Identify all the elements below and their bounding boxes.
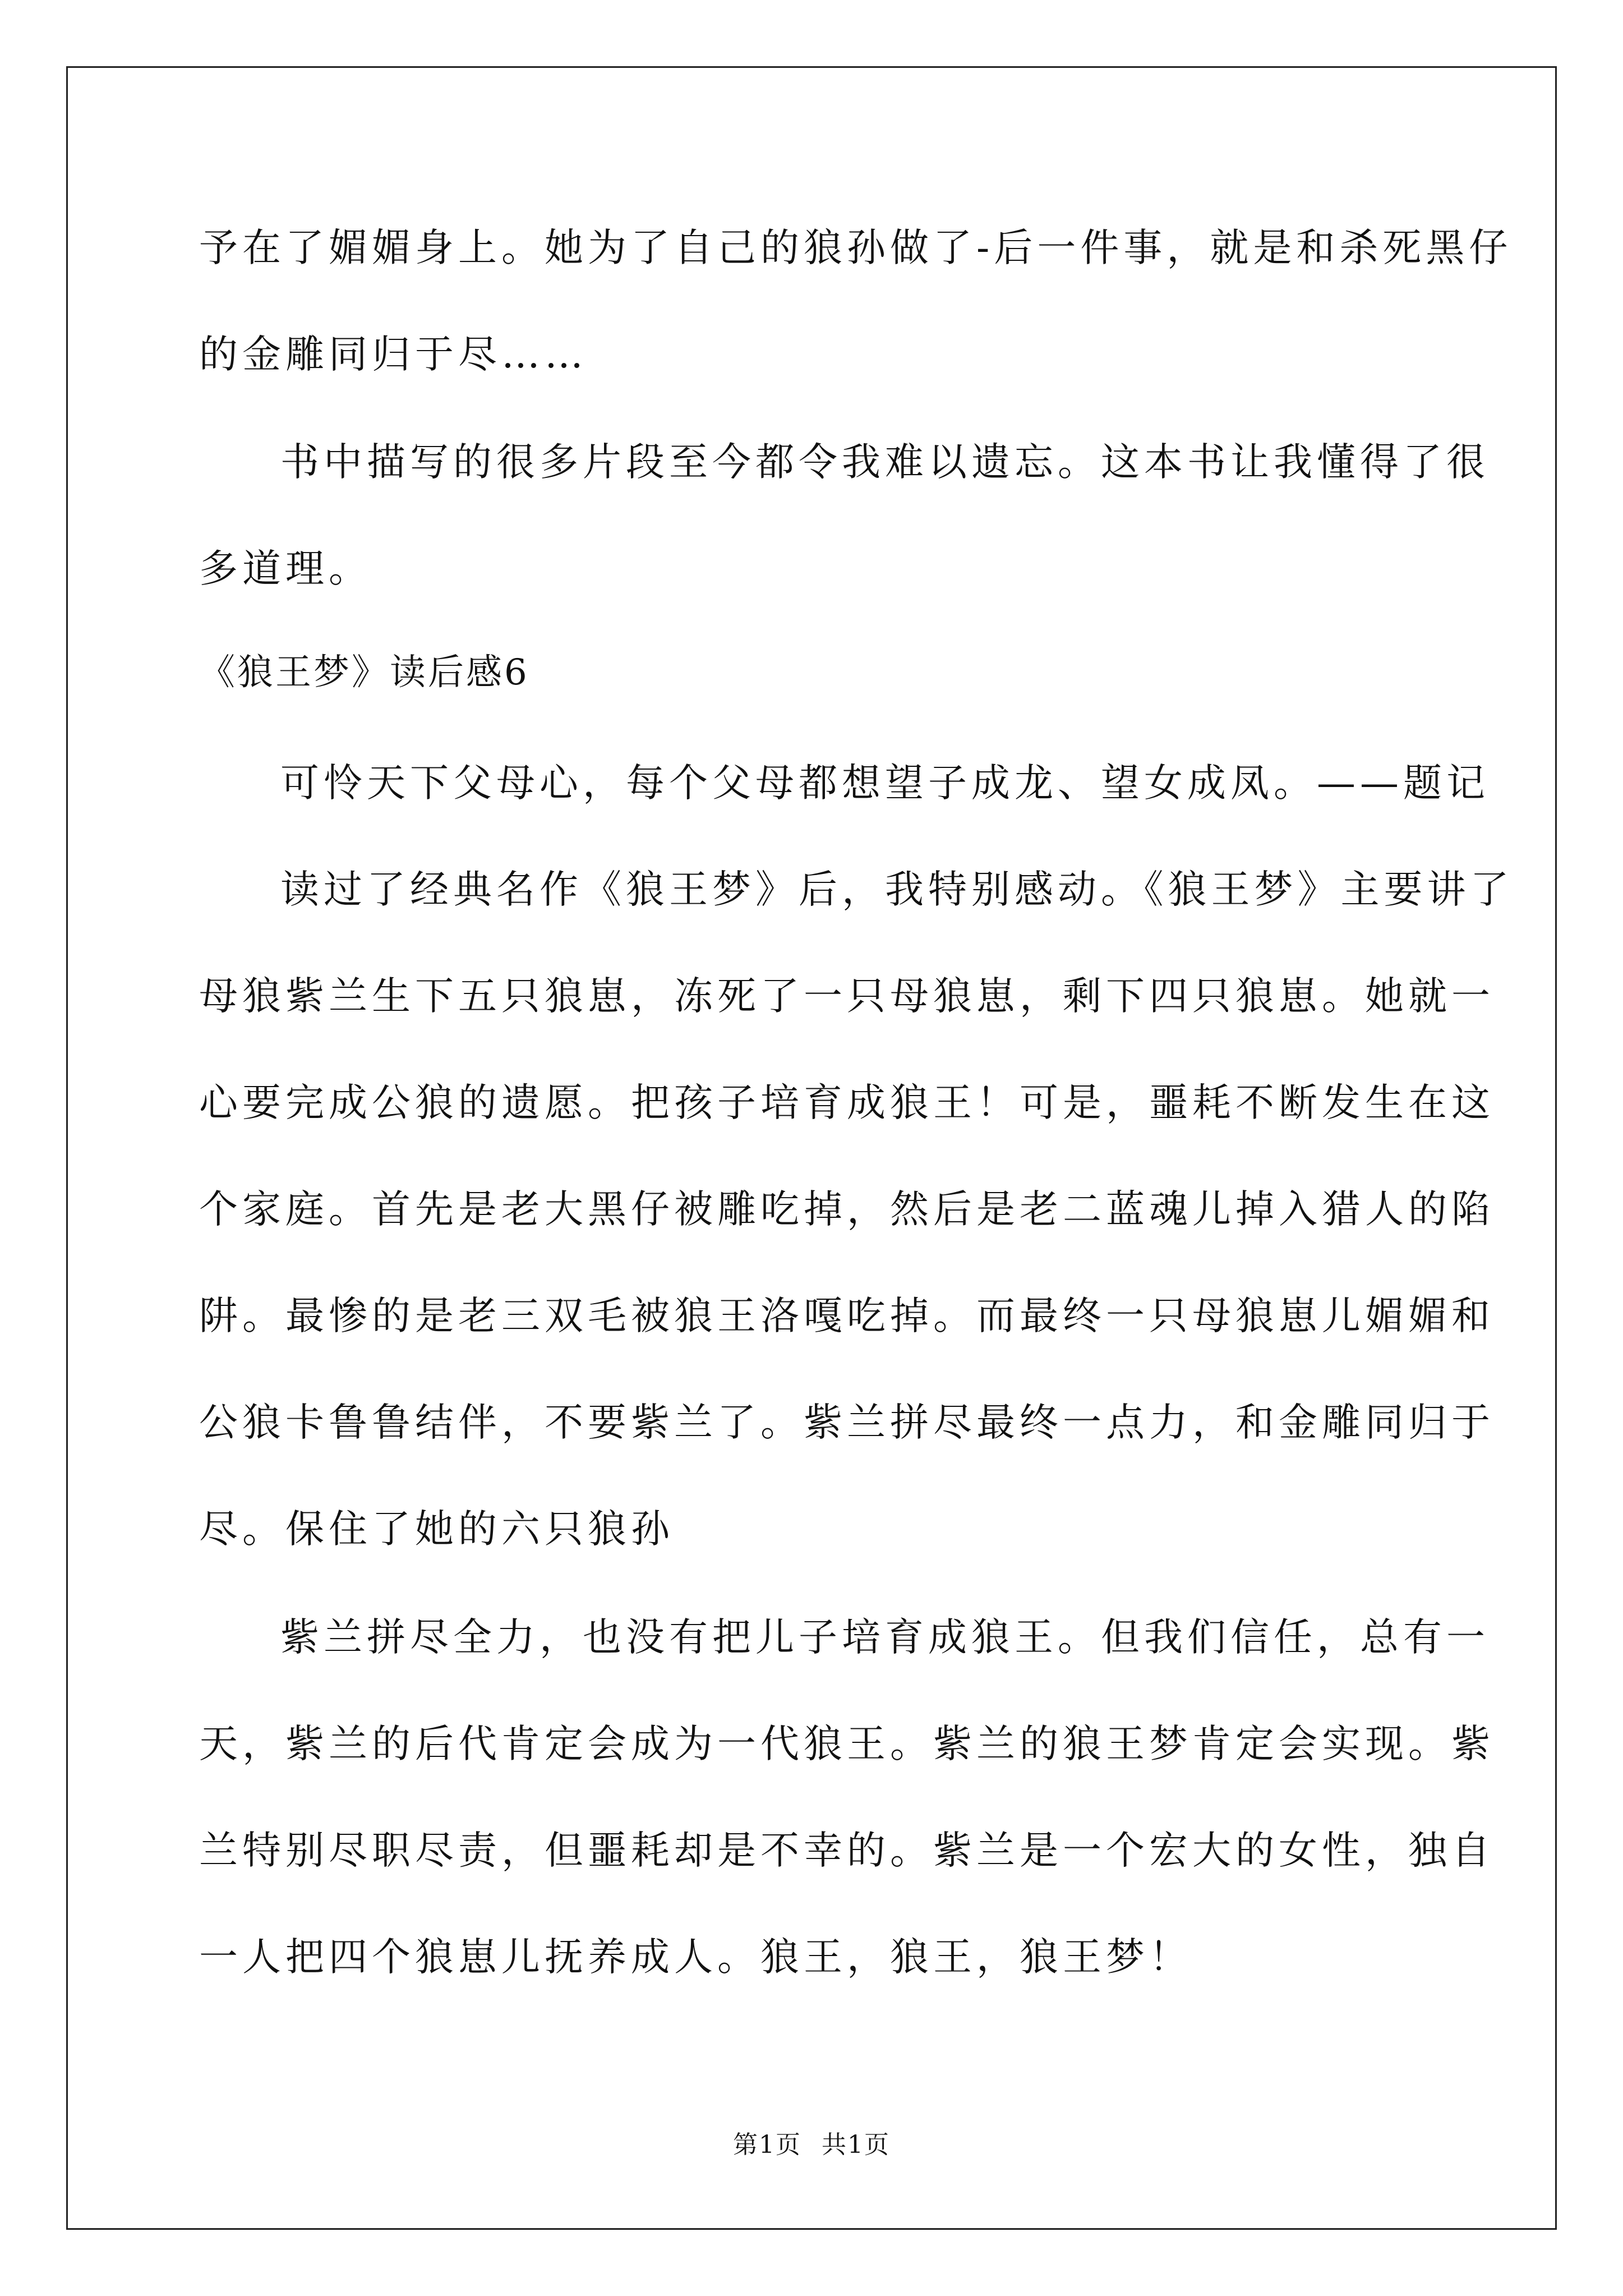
text-line: 公狼卡鲁鲁结伴，不要紫兰了。紫兰拼尽最终一点力，和金雕同归于	[199, 1400, 1495, 1445]
text-line: 个家庭。首先是老大黑仔被雕吃掉，然后是老二蓝魂儿掉入猎人的陷	[199, 1187, 1495, 1232]
text-line: 的金雕同归于尽……	[199, 332, 588, 377]
page-footer	[0, 2133, 1623, 2157]
text-line: 心要完成公狼的遗愿。把孩子培育成狼王！可是，噩耗不断发生在这	[199, 1080, 1495, 1125]
text-line: 天，紫兰的后代肯定会成为一代狼王。紫兰的狼王梦肯定会实现。紫	[199, 1722, 1495, 1766]
text-line: 多道理。	[199, 546, 372, 591]
text-line: 一人把四个狼崽儿抚养成人。狼王，狼王，狼王梦！	[199, 1935, 1192, 1980]
text-line: 可怜天下父母心，每个父母都想望子成龙、望女成凤。——题记	[280, 761, 1490, 806]
page-number: 第1页	[733, 2131, 801, 2159]
text-line: 紫兰拼尽全力，也没有把儿子培育成狼王。但我们信任，总有一	[280, 1615, 1490, 1660]
text-line: 阱。最惨的是老三双毛被狼王洛嘎吃掉。而最终一只母狼崽儿媚媚和	[199, 1294, 1495, 1338]
text-line: 书中描写的很多片段至今都令我难以遗忘。这本书让我懂得了很	[280, 440, 1490, 485]
text-line: 兰特别尽职尽责，但噩耗却是不幸的。紫兰是一个宏大的女性，独自	[199, 1828, 1495, 1873]
text-line: 予在了媚媚身上。她为了自己的狼孙做了-后一件事，就是和杀死黑仔	[199, 226, 1513, 270]
page-total: 共1页	[822, 2131, 890, 2159]
page-border	[66, 66, 1557, 2230]
text-line: 母狼紫兰生下五只狼崽，冻死了一只母狼崽，剩下四只狼崽。她就一	[199, 974, 1495, 1019]
text-line: 尽。保住了她的六只狼孙	[199, 1507, 674, 1552]
section-heading: 《狼王梦》读后感6	[199, 652, 529, 693]
text-line: 读过了经典名作《狼王梦》后，我特别感动。《狼王梦》主要讲了	[280, 867, 1514, 912]
